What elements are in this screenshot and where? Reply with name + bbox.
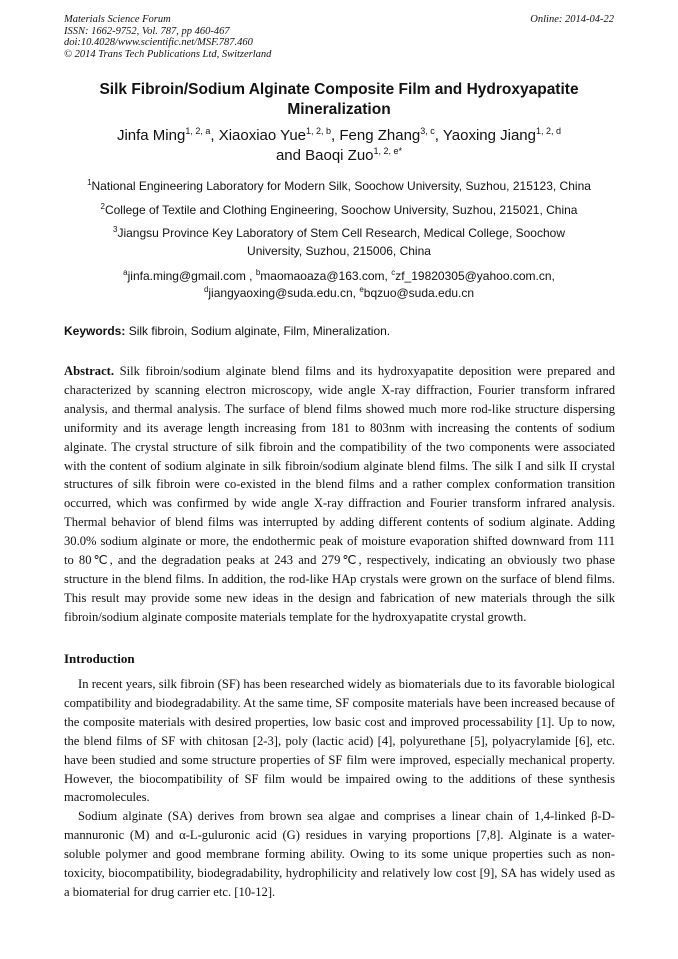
intro-paragraph-2: Sodium alginate (SA) derives from brown sea algae and comprises a linear chain of 1,4-linked β-D-mannuronic (M) and α-L-guluronic acid (G) residues in varying proportions [7,8]. Alginate is a water-soluble polymer and good membrane forming ability. Owing to its some unique properties such as non-toxicity, biocompatibility, biodegradability, hydrophilicity and relatively low cost [9], SA has widely used as a biomaterial for drug carrier etc. [10-12]. [64,809,615,899]
section-heading-introduction: Introduction [64,651,135,666]
email-marker: a [123,268,128,277]
author-superscript: 1, 2, b [306,126,332,136]
email-marker: d [203,285,209,294]
email-address: jinfa.ming@gmail.com , [127,269,256,283]
author-name: Feng Zhang [339,127,421,144]
online-date: Online: 2014-04-22 [530,14,614,25]
keywords-label: Keywords: [64,324,126,338]
abstract [64,362,615,627]
journal-doi: doi:10.4028/www.scientific.net/MSF.787.460 [64,37,253,48]
email-marker: b [255,268,261,277]
abstract-text: Silk fibroin/sodium alginate blend films and its hydroxyapatite deposition were prepared and characterized by scanning electron microscopy, wide angle X-ray diffraction, Fourier transform infrared analysis, and thermal analysis. The surface of blend films showed much more rod-like structure dispersing uniformity and its average length increasing from 181 to 803nm with increasing the contents of sodium alginate. The crystal structure of silk fibroin and the compatibility of the two components were associated with the content of sodium alginate in silk fibroin/sodium alginate blend films. The silk I and silk II crystal structures of silk fibroin were co-existed in the blend films and a rather complex conformation transition occurred, which was confirmed by wide angle X-ray diffraction and Fourier transform infrared analysis. Thermal behavior of blend films was interrupted by adding different contents of sodium alginate. Adding 30.0% sodium alginate or more, the endothermic peak of moisture evaporation shifted downward from 111 to 80℃, and the degradation peaks at 243 and 279℃, respectively, indicating an obviously two phase structure in the blend films. In addition, the rod-like HAp crystals were grown on the surface of blend films. This result may provide some new ideas in the design and fabrication of new materials through the silk fibroin/sodium alginate composite materials template for the hydroxyapatite crystal growth. [64,364,615,624]
affiliation-marker: 2 [100,202,105,211]
journal-issn: ISSN: 1662-9752, Vol. 787, pp 460-467 [64,25,230,37]
author-superscript: 1, 2, d [536,126,562,136]
journal-copyright: © 2014 Trans Tech Publications Ltd, Switzerland [64,48,272,60]
journal-header [64,14,271,60]
author-superscript: 1, 2, a [185,126,211,136]
author-name: Yaoxing Jiang [442,127,536,144]
journal-name: Materials Science Forum [64,14,171,25]
abstract-label: Abstract. [64,364,115,378]
author-name: Jinfa Ming [116,127,186,144]
author-name: Xiaoxiao Yue [218,127,307,144]
affiliation-2 [60,201,618,219]
affiliation-text: College of Textile and Clothing Engineering, Soochow University, Suzhou, 215021, China [104,203,578,217]
author-separator: , [331,127,340,144]
email-marker: c [391,268,396,277]
intro-paragraph-1: In recent years, silk fibroin (SF) has been researched widely as biomaterials due to its favorable biological compatibility and biodegradability. At the same time, SF composite materials have been increased because of the composite materials with desired properties, low basic cost and improved processability [1]. Up to now, the blend films of SF with chitosan [2-3], poly (lactic acid) [4], polyurethane [5], polyacrylamide [6], etc. have been studied and some structure properties of SF film were improved, especially mechanical property. However, the biocompatibility of SF film would be impaired owing to the additions of these synthesis macromolecules. [64,677,615,805]
affiliation-marker: 3 [112,225,118,234]
author-superscript: 3, c [420,126,435,136]
paper-title: Silk Fibroin/Sodium Alginate Composite Film and Hydroxyapatite Mineralization [99,81,579,118]
affiliation-marker: 1 [87,178,92,187]
keywords-text: Silk fibroin, Sodium alginate, Film, Mineralization. [125,324,391,338]
email-address: bqzuo@suda.edu.cn [363,286,475,300]
author-separator: , [434,127,443,144]
affiliation-3 [90,224,588,260]
email-address: zf_19820305@yahoo.com.cn, [395,269,555,283]
affiliation-text: Jiangsu Province Key Laboratory of Stem Cell Research, Medical College, Soochow University, Suzhou, 215006, China [117,226,565,258]
keywords [64,323,616,339]
author-emails [60,268,618,302]
author-separator: , [210,127,219,144]
author-list [60,126,618,166]
author-superscript: 1, 2, e* [373,146,403,156]
email-address: jiangyaoxing@suda.edu.cn, [208,286,360,300]
affiliation-text: National Engineering Laboratory for Modern Silk, Soochow University, Suzhou, 215123, China [91,179,591,193]
email-address: maomaoaza@163.com, [260,269,392,283]
affiliation-1 [60,177,618,195]
author-name: and Baoqi Zuo [275,147,374,164]
email-marker: e [359,285,364,294]
